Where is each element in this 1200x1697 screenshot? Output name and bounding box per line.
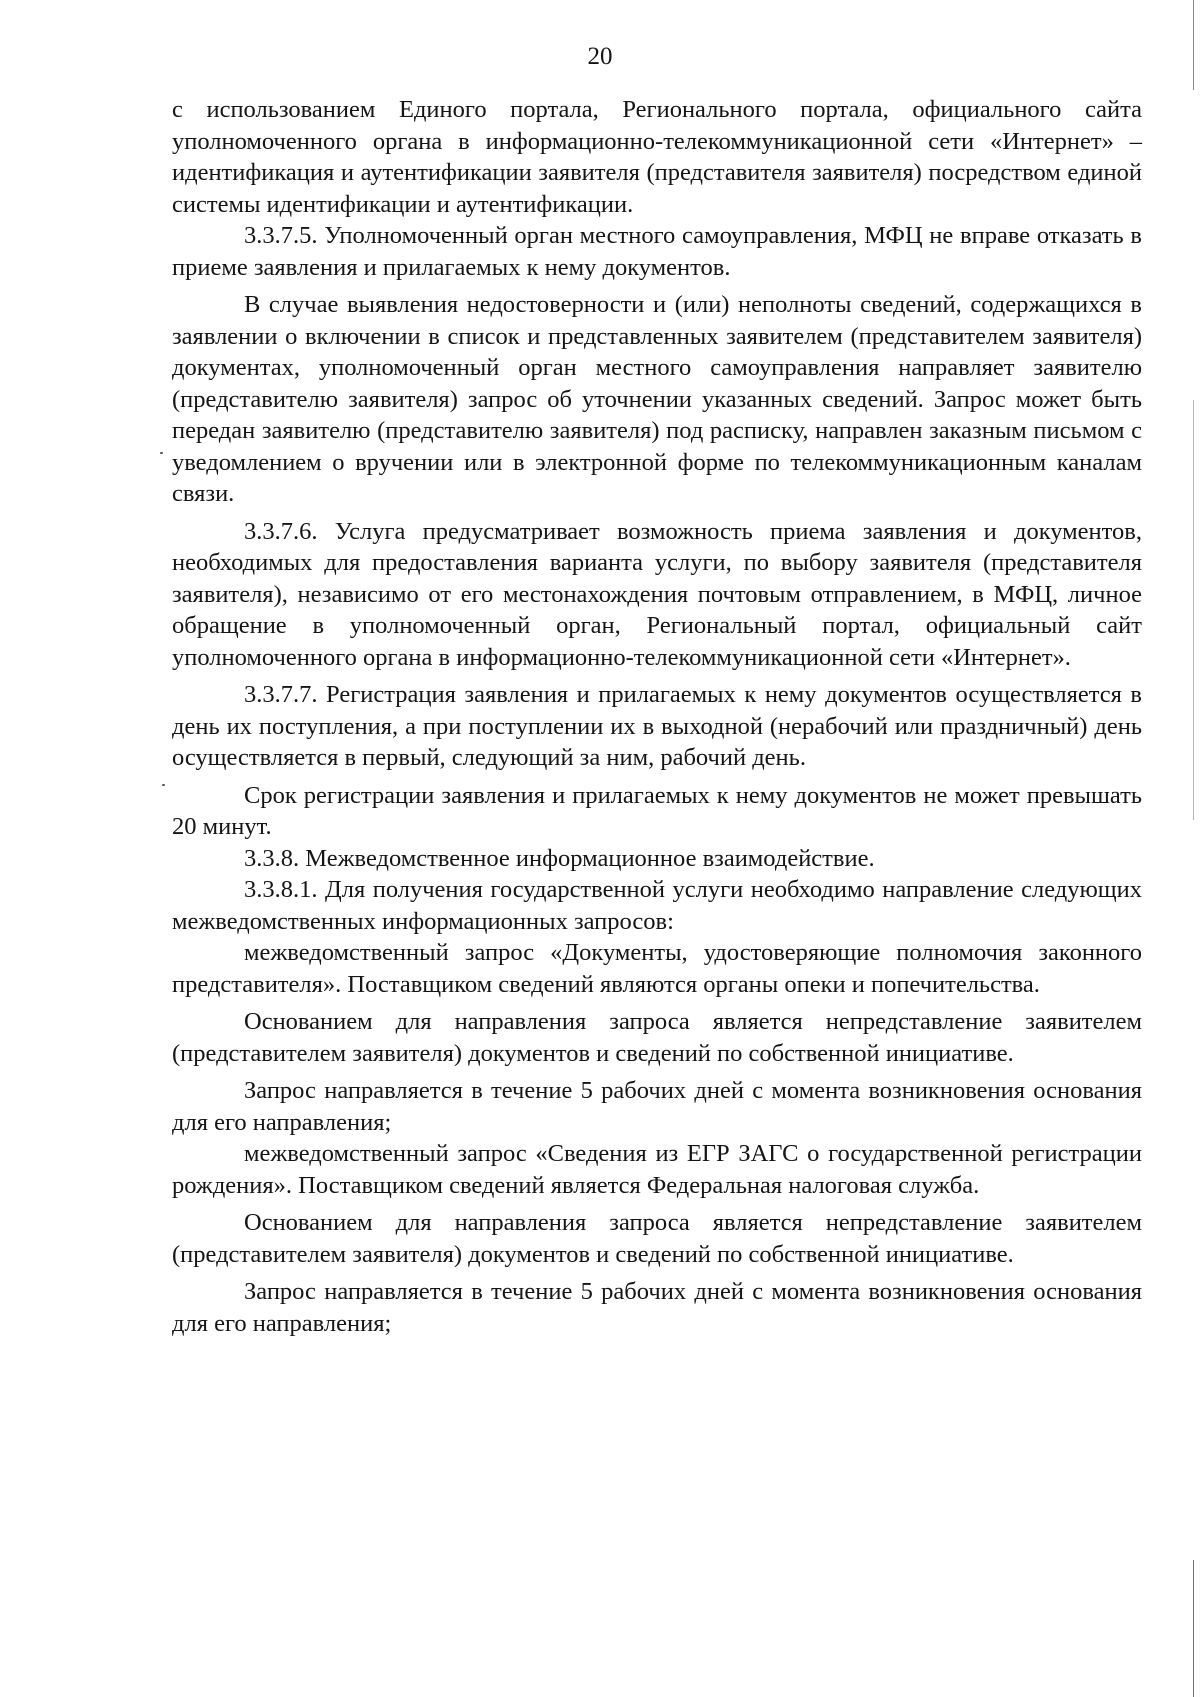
paragraph-7: 3.3.8. Межведомственное информационное взаимодействие.: [244, 844, 875, 872]
document-body: [172, 94, 1142, 1339]
paragraph-12: межведомственный запрос «Сведения из ЕГР ЗАГС о государственной регистрации рождения». Поставщиком сведений является Федеральная налоговая служба.: [172, 1140, 1142, 1199]
paragraph-2: 3.3.7.5. Уполномоченный орган местного самоуправления, МФЦ не вправе отказать в приеме заявления и прилагаемых к нему документов.: [172, 222, 1142, 281]
paragraph-11: Запрос направляется в течение 5 рабочих дней с момента возникновения основания для его направления;: [172, 1077, 1142, 1136]
paragraph-8: 3.3.8.1. Для получения государственной услуги необходимо направление следующих межведомственных информационных запросов:: [172, 876, 1142, 935]
paragraph-6: Срок регистрации заявления и прилагаемых к нему документов не может превышать 20 минут.: [172, 781, 1142, 840]
paragraph-13: Основанием для направления запроса является непредставление заявителем (представителем заявителя) документов и сведений по собственной инициативе.: [172, 1209, 1142, 1268]
page-number: 20: [587, 43, 613, 70]
paragraph-4: 3.3.7.6. Услуга предусматривает возможность приема заявления и документов, необходимых для предоставления варианта услуги, по выбору заявителя (представителя заявителя), независимо от его местонахождения почтовым отправлением, в МФЦ, личное обращение в уполномоченный орган, Региональный портал, официальный сайт уполномоченного органа в информационно-телекоммуникационной сети «Интернет».: [172, 517, 1142, 671]
scan-edge-line: [1193, 400, 1194, 820]
paragraph-5: 3.3.7.7. Регистрация заявления и прилагаемых к нему документов осуществляется в день их поступления, а при поступлении их в выходной (нерабочий или праздничный) день осуществляется в первый, следующий за ним, рабочий день.: [172, 681, 1142, 771]
scan-speck: [160, 452, 163, 454]
scan-edge-line: [1193, 1560, 1194, 1697]
scan-speck: [162, 784, 165, 786]
scan-edge-line: [1193, 0, 1194, 90]
paragraph-3: В случае выявления недостоверности и (или) неполноты сведений, содержащихся в заявлении о включении в список и представленных заявителем (представителем заявителя) документах, уполномоченный орган местного самоуправления направляет заявителю (представителю заявителя) запрос об уточнении указанных сведений. Запрос может быть передан заявителю (представителю заявителя) под расписку, направлен заказным письмом с уведомлением о вручении или в электронной форме по телекоммуникационным каналам связи.: [172, 291, 1142, 507]
paragraph-14: Запрос направляется в течение 5 рабочих дней с момента возникновения основания для его направления;: [172, 1278, 1142, 1337]
paragraph-9: межведомственный запрос «Документы, удостоверяющие полномочия законного представителя». Поставщиком сведений являются органы опеки и попечительства.: [172, 939, 1142, 998]
paragraph-1: с использованием Единого портала, Регионального портала, официального сайта уполномоченного органа в информационно-телекоммуникационной сети «Интернет» – идентификация и аутентификации заявителя (представителя заявителя) посредством единой системы идентификации и аутентификации.: [172, 96, 1142, 218]
paragraph-10: Основанием для направления запроса является непредставление заявителем (представителем заявителя) документов и сведений по собственной инициативе.: [172, 1008, 1142, 1067]
